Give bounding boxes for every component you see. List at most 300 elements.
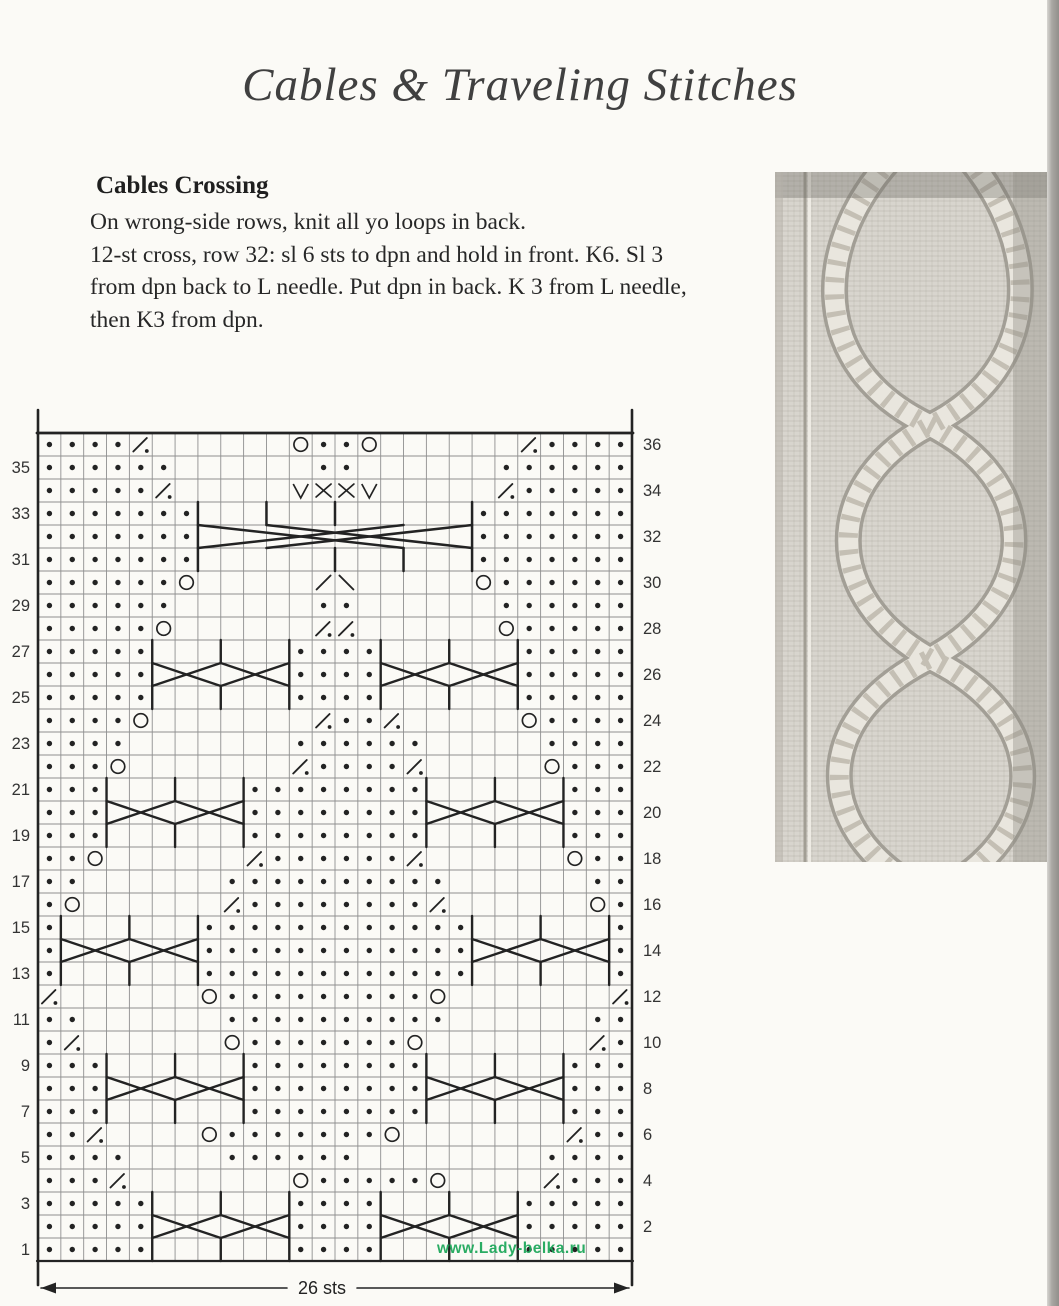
purl-dot-symbol [367, 1201, 372, 1206]
purl-dot-symbol [618, 695, 623, 700]
purl-dot-symbol [389, 741, 394, 746]
purl-dot-symbol [595, 442, 600, 447]
purl-dot-symbol [138, 626, 143, 631]
body-line-4: then K3 from dpn. [90, 306, 264, 333]
purl-dot-symbol [298, 1086, 303, 1091]
purl-dot-symbol [92, 764, 97, 769]
purl-dot-symbol [321, 833, 326, 838]
purl-dot-symbol [115, 603, 120, 608]
purl-dot-symbol [275, 1063, 280, 1068]
purl-dot-symbol [70, 488, 75, 493]
purl-dot-symbol [47, 902, 52, 907]
purl-dot-symbol [298, 1155, 303, 1160]
purl-dot-symbol [70, 511, 75, 516]
purl-dot-symbol [275, 994, 280, 999]
purl-dot-symbol [344, 833, 349, 838]
row-number-label: 11 [12, 1011, 30, 1029]
purl-dot-symbol [618, 1155, 623, 1160]
purl-dot-symbol [367, 787, 372, 792]
purl-dot-symbol [229, 925, 234, 930]
purl-dot-symbol [572, 787, 577, 792]
row-number-label: 26 [643, 666, 662, 684]
purl-dot-symbol [389, 902, 394, 907]
purl-dot-symbol [321, 1224, 326, 1229]
purl-dot-symbol [344, 1132, 349, 1137]
purl-dot-symbol [138, 695, 143, 700]
purl-dot-symbol [412, 948, 417, 953]
purl-dot-symbol [115, 649, 120, 654]
cable-swatch-illustration [775, 172, 1048, 862]
purl-dot-symbol [618, 1109, 623, 1114]
purl-dot-symbol [298, 1201, 303, 1206]
purl-dot-symbol [298, 1247, 303, 1252]
yarn-over-symbol [111, 760, 125, 774]
purl-dot-symbol [70, 1224, 75, 1229]
purl-dot-symbol [389, 810, 394, 815]
purl-dot-symbol [138, 534, 143, 539]
purl-dot-symbol [70, 580, 75, 585]
purl-dot-symbol [115, 695, 120, 700]
purl-dot-symbol [618, 580, 623, 585]
purl-dot-symbol [321, 672, 326, 677]
purl-dot-symbol [298, 810, 303, 815]
purl-dot-symbol [595, 511, 600, 516]
purl-dot-symbol [526, 465, 531, 470]
purl-dot-symbol [572, 1201, 577, 1206]
purl-dot-symbol [138, 1247, 143, 1252]
purl-dot-symbol [184, 557, 189, 562]
purl-dot-symbol [344, 787, 349, 792]
purl-dot-symbol [572, 511, 577, 516]
purl-dot-symbol [92, 787, 97, 792]
yarn-over-symbol [522, 714, 536, 728]
purl-dot-symbol [572, 1086, 577, 1091]
purl-dot-symbol [92, 695, 97, 700]
page-title: Cables & Traveling Stitches [242, 59, 798, 111]
purl-dot-symbol [344, 1247, 349, 1252]
arrowhead-left-icon [41, 1283, 56, 1294]
purl-dot-symbol [298, 1040, 303, 1045]
purl-dot-symbol [70, 649, 75, 654]
purl-dot-symbol [298, 672, 303, 677]
purl-dot-symbol [47, 649, 52, 654]
purl-dot-symbol [549, 672, 554, 677]
purl-dot-symbol [526, 557, 531, 562]
purl-dot-symbol [321, 787, 326, 792]
purl-dot-symbol [618, 741, 623, 746]
row-number-label: 15 [11, 919, 30, 937]
purl-dot-symbol [572, 603, 577, 608]
purl-dot-symbol [298, 1224, 303, 1229]
purl-dot-symbol [321, 1201, 326, 1206]
purl-dot-symbol [321, 649, 326, 654]
purl-dot-symbol [47, 741, 52, 746]
purl-dot-symbol [595, 879, 600, 884]
purl-dot-symbol [595, 649, 600, 654]
purl-dot-symbol [572, 465, 577, 470]
purl-dot-symbol [481, 557, 486, 562]
purl-dot-symbol [572, 810, 577, 815]
purl-dot-symbol [47, 465, 52, 470]
purl-dot-symbol [595, 856, 600, 861]
yarn-over-symbol [431, 1174, 445, 1188]
purl-dot-symbol [412, 741, 417, 746]
purl-dot-symbol [298, 695, 303, 700]
purl-dot-symbol [47, 672, 52, 677]
row-number-label: 13 [11, 965, 30, 983]
row-number-label: 8 [643, 1080, 653, 1098]
purl-dot-symbol [344, 1224, 349, 1229]
purl-dot-symbol [47, 925, 52, 930]
purl-dot-symbol [252, 1155, 257, 1160]
purl-dot-symbol [595, 1224, 600, 1229]
purl-dot-symbol [412, 971, 417, 976]
purl-dot-symbol [298, 649, 303, 654]
purl-dot-symbol [367, 1017, 372, 1022]
purl-dot-symbol [367, 994, 372, 999]
purl-dot-symbol [367, 1063, 372, 1068]
purl-dot-symbol [435, 925, 440, 930]
slash-dot-decrease-symbol [430, 898, 445, 913]
purl-dot-symbol [184, 534, 189, 539]
purl-dot-symbol [618, 787, 623, 792]
row-number-label: 2 [643, 1218, 653, 1236]
purl-dot-symbol [344, 465, 349, 470]
slip-v-symbol [362, 484, 377, 498]
purl-dot-symbol [618, 603, 623, 608]
purl-dot-symbol [321, 695, 326, 700]
purl-dot-symbol [92, 603, 97, 608]
purl-dot-symbol [412, 879, 417, 884]
row-number-label: 28 [643, 620, 662, 638]
row-number-label: 21 [11, 781, 30, 799]
purl-dot-symbol [344, 695, 349, 700]
purl-dot-symbol [138, 672, 143, 677]
purl-dot-symbol [70, 1132, 75, 1137]
purl-dot-symbol [618, 1247, 623, 1252]
purl-dot-symbol [344, 1086, 349, 1091]
purl-dot-symbol [412, 902, 417, 907]
purl-dot-symbol [70, 741, 75, 746]
purl-dot-symbol [298, 879, 303, 884]
purl-dot-symbol [618, 1132, 623, 1137]
purl-dot-symbol [549, 534, 554, 539]
purl-dot-symbol [321, 442, 326, 447]
yarn-over-symbol [431, 990, 445, 1004]
purl-dot-symbol [389, 1017, 394, 1022]
purl-dot-symbol [595, 1132, 600, 1137]
purl-dot-symbol [389, 925, 394, 930]
purl-dot-symbol [92, 1086, 97, 1091]
purl-dot-symbol [298, 787, 303, 792]
purl-dot-symbol [595, 787, 600, 792]
purl-dot-symbol [70, 810, 75, 815]
purl-dot-symbol [47, 948, 52, 953]
purl-dot-symbol [161, 534, 166, 539]
purl-dot-symbol [70, 1086, 75, 1091]
purl-dot-symbol [549, 649, 554, 654]
purl-dot-symbol [138, 511, 143, 516]
row-number-label: 10 [643, 1034, 662, 1052]
purl-dot-symbol [595, 810, 600, 815]
row-number-label: 16 [643, 896, 662, 914]
purl-dot-symbol [504, 603, 509, 608]
row-number-label: 34 [643, 482, 662, 500]
purl-dot-symbol [321, 810, 326, 815]
purl-dot-symbol [412, 1086, 417, 1091]
purl-dot-symbol [115, 741, 120, 746]
purl-dot-symbol [435, 948, 440, 953]
purl-dot-symbol [504, 580, 509, 585]
purl-dot-symbol [275, 925, 280, 930]
row-number-label: 23 [11, 735, 30, 753]
purl-dot-symbol [321, 465, 326, 470]
purl-dot-symbol [138, 488, 143, 493]
photo-left-edge [775, 172, 783, 862]
photo-top-shadow [775, 172, 1048, 198]
slash-dot-decrease-symbol [248, 852, 263, 867]
purl-dot-symbol [618, 1017, 623, 1022]
purl-dot-symbol [92, 442, 97, 447]
purl-dot-symbol [47, 1224, 52, 1229]
stitch-count-arrow [41, 1278, 629, 1298]
purl-dot-symbol [115, 1224, 120, 1229]
purl-dot-symbol [526, 603, 531, 608]
row-number-label: 36 [643, 436, 662, 454]
purl-dot-symbol [344, 442, 349, 447]
purl-dot-symbol [344, 856, 349, 861]
purl-dot-symbol [252, 787, 257, 792]
purl-dot-symbol [595, 695, 600, 700]
purl-dot-symbol [344, 971, 349, 976]
purl-dot-symbol [618, 1224, 623, 1229]
purl-dot-symbol [367, 1040, 372, 1045]
purl-dot-symbol [321, 971, 326, 976]
purl-dot-symbol [70, 1201, 75, 1206]
purl-dot-symbol [618, 902, 623, 907]
purl-dot-symbol [161, 603, 166, 608]
purl-dot-symbol [275, 787, 280, 792]
purl-dot-symbol [275, 1155, 280, 1160]
purl-dot-symbol [435, 1017, 440, 1022]
purl-dot-symbol [595, 534, 600, 539]
purl-dot-symbol [618, 1201, 623, 1206]
purl-dot-symbol [435, 879, 440, 884]
purl-dot-symbol [47, 971, 52, 976]
slash-dot-decrease-symbol [385, 714, 400, 729]
purl-dot-symbol [92, 718, 97, 723]
slip-v-symbol [293, 484, 308, 498]
purl-dot-symbol [412, 1063, 417, 1068]
purl-dot-symbol [115, 718, 120, 723]
purl-dot-symbol [138, 1201, 143, 1206]
purl-dot-symbol [321, 879, 326, 884]
yarn-over-symbol [294, 1174, 308, 1188]
purl-dot-symbol [115, 534, 120, 539]
purl-dot-symbol [572, 1109, 577, 1114]
purl-dot-symbol [572, 741, 577, 746]
purl-dot-symbol [298, 971, 303, 976]
purl-dot-symbol [92, 1178, 97, 1183]
purl-dot-symbol [572, 557, 577, 562]
purl-dot-symbol [572, 580, 577, 585]
yarn-over-symbol [180, 576, 194, 590]
purl-dot-symbol [252, 833, 257, 838]
slash-dot-decrease-symbol [88, 1128, 103, 1143]
purl-dot-symbol [321, 856, 326, 861]
row-number-label: 24 [643, 712, 662, 730]
purl-dot-symbol [367, 856, 372, 861]
watermark: www.Lady-belka.ru [437, 1240, 587, 1257]
purl-dot-symbol [344, 1040, 349, 1045]
purl-dot-symbol [367, 902, 372, 907]
purl-dot-symbol [252, 1132, 257, 1137]
purl-dot-symbol [549, 1155, 554, 1160]
slash-dot-decrease-symbol [293, 760, 308, 775]
purl-dot-symbol [47, 1201, 52, 1206]
purl-dot-symbol [572, 1224, 577, 1229]
purl-dot-symbol [389, 971, 394, 976]
purl-dot-symbol [252, 971, 257, 976]
purl-dot-symbol [618, 1040, 623, 1045]
purl-dot-symbol [47, 1086, 52, 1091]
slash-dot-decrease-symbol [407, 852, 422, 867]
purl-dot-symbol [572, 488, 577, 493]
purl-dot-symbol [595, 1109, 600, 1114]
purl-dot-symbol [47, 1040, 52, 1045]
purl-dot-symbol [252, 879, 257, 884]
purl-dot-symbol [344, 741, 349, 746]
purl-dot-symbol [618, 626, 623, 631]
purl-dot-symbol [252, 1086, 257, 1091]
purl-dot-symbol [412, 787, 417, 792]
purl-dot-symbol [549, 442, 554, 447]
purl-dot-symbol [595, 488, 600, 493]
arrowhead-right-icon [614, 1283, 629, 1294]
purl-dot-symbol [504, 534, 509, 539]
cross-x-symbol [316, 484, 331, 497]
purl-dot-symbol [47, 695, 52, 700]
purl-dot-symbol [389, 1086, 394, 1091]
slash-dot-decrease-symbol [613, 990, 628, 1005]
purl-dot-symbol [435, 971, 440, 976]
purl-dot-symbol [458, 971, 463, 976]
purl-dot-symbol [549, 580, 554, 585]
purl-dot-symbol [70, 695, 75, 700]
purl-dot-symbol [92, 511, 97, 516]
purl-dot-symbol [595, 1247, 600, 1252]
purl-dot-symbol [595, 1155, 600, 1160]
purl-dot-symbol [481, 511, 486, 516]
purl-dot-symbol [161, 580, 166, 585]
slash-dot-decrease-symbol [42, 990, 57, 1005]
purl-dot-symbol [412, 833, 417, 838]
purl-dot-symbol [549, 511, 554, 516]
purl-dot-symbol [321, 1086, 326, 1091]
purl-dot-symbol [252, 994, 257, 999]
purl-dot-symbol [572, 442, 577, 447]
purl-dot-symbol [70, 672, 75, 677]
purl-dot-symbol [92, 1063, 97, 1068]
body-line-3: from dpn back to L needle. Put dpn in back. K 3 from L needle, [90, 274, 687, 300]
purl-dot-symbol [321, 1109, 326, 1114]
purl-dot-symbol [595, 603, 600, 608]
yarn-over-symbol [134, 714, 148, 728]
row-number-label: 19 [11, 827, 30, 845]
purl-dot-symbol [321, 764, 326, 769]
purl-dot-symbol [70, 879, 75, 884]
purl-dot-symbol [595, 1086, 600, 1091]
purl-dot-symbol [389, 1109, 394, 1114]
purl-dot-symbol [252, 925, 257, 930]
purl-dot-symbol [47, 810, 52, 815]
purl-dot-symbol [70, 1063, 75, 1068]
purl-dot-symbol [47, 534, 52, 539]
purl-dot-symbol [572, 1063, 577, 1068]
purl-dot-symbol [275, 833, 280, 838]
slash-dot-decrease-symbol [65, 1036, 80, 1051]
purl-dot-symbol [367, 971, 372, 976]
purl-dot-symbol [70, 833, 75, 838]
purl-dot-symbol [344, 902, 349, 907]
purl-dot-symbol [70, 787, 75, 792]
purl-dot-symbol [526, 672, 531, 677]
stitch-count-label: 26 sts [297, 1278, 347, 1298]
purl-dot-symbol [549, 741, 554, 746]
purl-dot-symbol [115, 1201, 120, 1206]
purl-dot-symbol [572, 649, 577, 654]
purl-dot-symbol [344, 1017, 349, 1022]
purl-dot-symbol [321, 948, 326, 953]
yarn-over-symbol [294, 438, 308, 452]
row-number-label: 5 [20, 1149, 30, 1167]
row-number-label: 32 [643, 528, 662, 546]
purl-dot-symbol [321, 1040, 326, 1045]
purl-dot-symbol [321, 994, 326, 999]
purl-dot-symbol [344, 649, 349, 654]
purl-dot-symbol [161, 557, 166, 562]
slash-dot-decrease-symbol [316, 622, 331, 637]
yarn-over-symbol [545, 760, 559, 774]
purl-dot-symbol [115, 1247, 120, 1252]
purl-dot-symbol [344, 925, 349, 930]
yarn-over-symbol [225, 1036, 239, 1050]
purl-dot-symbol [618, 465, 623, 470]
purl-dot-symbol [252, 810, 257, 815]
slash-dot-decrease-symbol [590, 1036, 605, 1051]
purl-dot-symbol [526, 488, 531, 493]
purl-dot-symbol [389, 787, 394, 792]
purl-dot-symbol [367, 649, 372, 654]
purl-dot-symbol [92, 557, 97, 562]
purl-dot-symbol [344, 810, 349, 815]
purl-dot-symbol [275, 1040, 280, 1045]
purl-dot-symbol [229, 948, 234, 953]
purl-dot-symbol [526, 649, 531, 654]
purl-dot-symbol [412, 994, 417, 999]
yarn-over-symbol [500, 622, 514, 636]
slash-dot-decrease-symbol [133, 438, 148, 453]
row-number-label: 35 [11, 459, 30, 477]
purl-dot-symbol [321, 741, 326, 746]
purl-dot-symbol [595, 626, 600, 631]
purl-dot-symbol [252, 1063, 257, 1068]
purl-dot-symbol [298, 994, 303, 999]
purl-dot-symbol [321, 1063, 326, 1068]
purl-dot-symbol [47, 856, 52, 861]
purl-dot-symbol [367, 925, 372, 930]
purl-dot-symbol [344, 672, 349, 677]
